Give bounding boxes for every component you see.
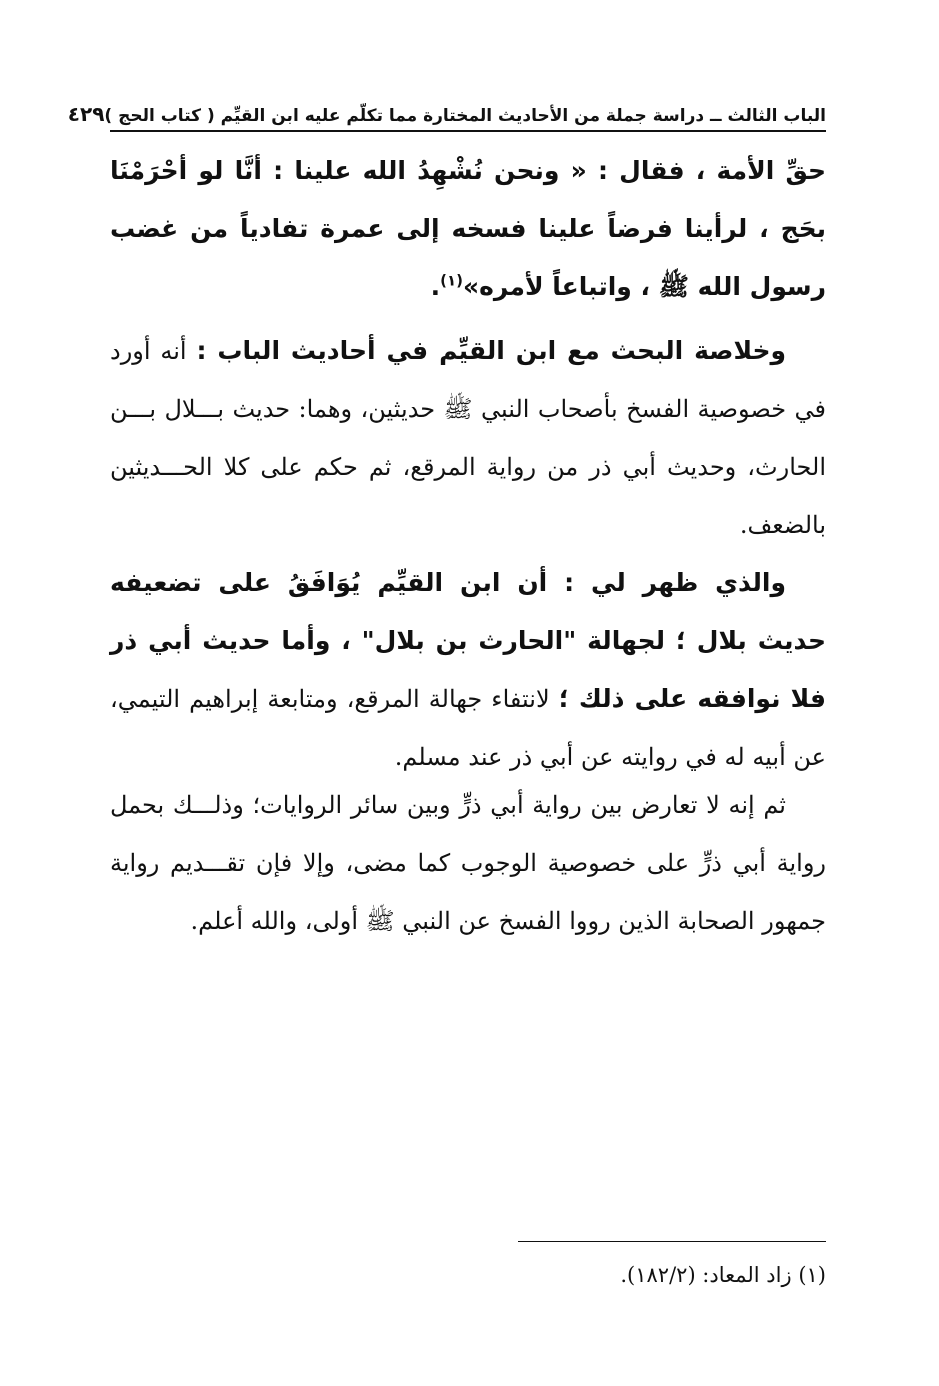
paragraph-4	[110, 776, 826, 950]
footnote: (١) زاد المعاد: (١٨٢/٢).	[620, 1263, 826, 1287]
paragraph-1	[110, 142, 826, 316]
running-header	[67, 92, 826, 132]
paragraph-4-text: ثم إنه لا تعارض بين رواية أبي ذرٍّ وبين سائر الروايات؛ وذلـــك بحمل رواية أبي ذرٍّ على خصوصية الوجوب كما مضى، وإلا فإن تقـــديم رواية جمهور الصحابة الذين رووا الفسخ عن النبي ﷺ أولى، والله أعلم.	[110, 791, 826, 935]
footnote-reference: (١)	[440, 271, 463, 290]
paragraph-3-lead: والذي ظهر لي : أن ابن القيِّم يُوَافَقُ على تضعيفه حديث بلال ؛ لجهالة "الحارث بن بلال" ، وأما حديث أبي ذر فلا نوافقه على ذلك ؛	[110, 568, 827, 713]
paragraph-1-end: .	[430, 272, 441, 301]
paragraph-2-lead: وخلاصة البحث مع ابن القيِّم في أحاديث الباب :	[196, 336, 786, 365]
header-title: الباب الثالث ــ دراسة جملة من الأحاديث المختارة مما تكلّم عليه ابن القيِّم ( كتاب الحج )	[104, 106, 826, 126]
footnote-divider	[518, 1241, 826, 1242]
paragraph-3	[110, 554, 826, 786]
paragraph-2-text: أنه أورد في خصوصية الفسخ بأصحاب النبي ﷺ حديثين، وهما: حديث بـــلال بـــن الحارث، وحديث أبي ذر من رواية المرقع، ثم حكم على كلا الحـــديثين بالضعف.	[110, 337, 826, 539]
page-number: ٤٢٩	[67, 102, 105, 126]
paragraph-3-text: لانتفاء جهالة المرقع، ومتابعة إبراهيم التيمي، عن أبيه له في روايته عن أبي ذر عند مسلم.	[110, 685, 826, 771]
paragraph-2	[110, 322, 826, 554]
paragraph-1-text: حقِّ الأمة ، فقال : « ونحن نُشْهِدُ الله علينا : أنَّا لو أحْرَمْنَا بحَج ، لرأينا فرضاً علينا فسخه إلى عمرة تفادياً من غضب رسول الله ﷺ ، واتباعاً لأمره»	[110, 156, 826, 301]
